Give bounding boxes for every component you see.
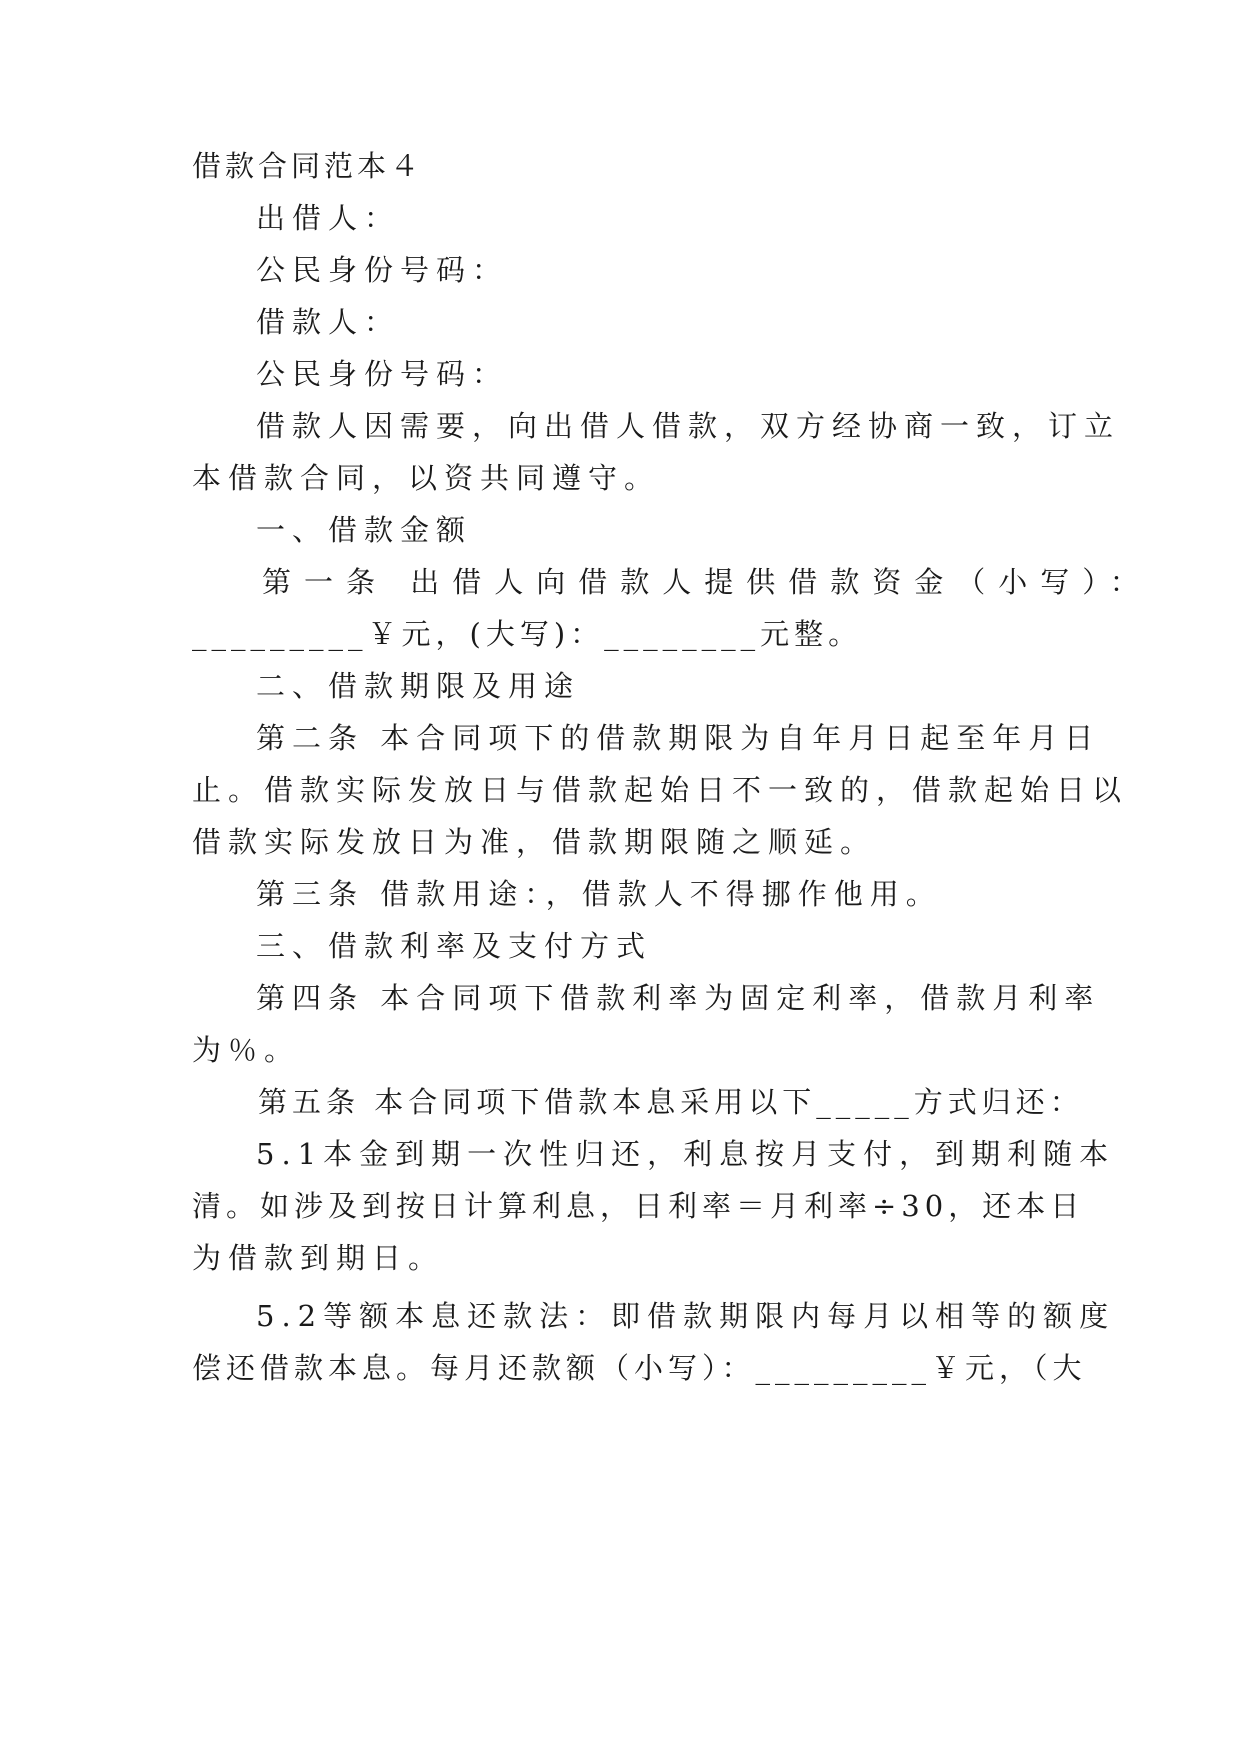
paragraph-intro-line-2: 本借款合同，以资共同遵守。 bbox=[192, 461, 661, 495]
paragraph-lender: 出借人： bbox=[256, 201, 401, 235]
section-heading-2: 二、借款期限及用途 bbox=[256, 669, 581, 703]
article-4-line-1: 第四条 本合同项下借款利率为固定利率，借款月利率 bbox=[256, 981, 1101, 1015]
article-1-line-1: 第一条 出借人向借款人提供借款资金（小写）： bbox=[262, 565, 1152, 599]
article-2-line-2: 止。借款实际发放日与借款起始日不一致的，借款起始日以 bbox=[192, 773, 1129, 807]
clause-5-1-line-3: 为借款到期日。 bbox=[192, 1241, 445, 1275]
article-2-line-3: 借款实际发放日为准，借款期限随之顺延。 bbox=[192, 825, 877, 859]
document-title: 借款合同范本４ bbox=[192, 149, 424, 183]
article-1-line-2: _________￥元，(大写)：________元整。 bbox=[192, 617, 863, 651]
section-heading-3: 三、借款利率及支付方式 bbox=[256, 929, 653, 963]
paragraph-borrower: 借款人： bbox=[256, 305, 401, 339]
paragraph-borrower-id: 公民身份号码： bbox=[256, 357, 509, 391]
clause-5-2-line-2: 偿还借款本息。每月还款额（小写）：_________￥元，（大 bbox=[192, 1351, 1087, 1385]
article-4-line-2: 为％。 bbox=[192, 1033, 301, 1067]
paragraph-lender-id: 公民身份号码： bbox=[256, 253, 509, 287]
article-2-line-1: 第二条 本合同项下的借款期限为自年月日起至年月日 bbox=[256, 721, 1101, 755]
article-3: 第三条 借款用途：，借款人不得挪作他用。 bbox=[256, 877, 942, 911]
clause-5-2-line-1: 5.2等额本息还款法：即借款期限内每月以相等的额度 bbox=[256, 1299, 1116, 1333]
clause-5-1-line-2: 清。如涉及到按日计算利息，日利率＝月利率÷30，还本日 bbox=[192, 1189, 1085, 1223]
article-5: 第五条 本合同项下借款本息采用以下_____方式归还： bbox=[258, 1085, 1084, 1119]
section-heading-1: 一、借款金额 bbox=[256, 513, 473, 547]
clause-5-1-line-1: 5.1本金到期一次性归还，利息按月支付，到期利随本 bbox=[256, 1137, 1116, 1171]
paragraph-intro-line-1: 借款人因需要，向出借人借款，双方经协商一致，订立 bbox=[256, 409, 1121, 443]
